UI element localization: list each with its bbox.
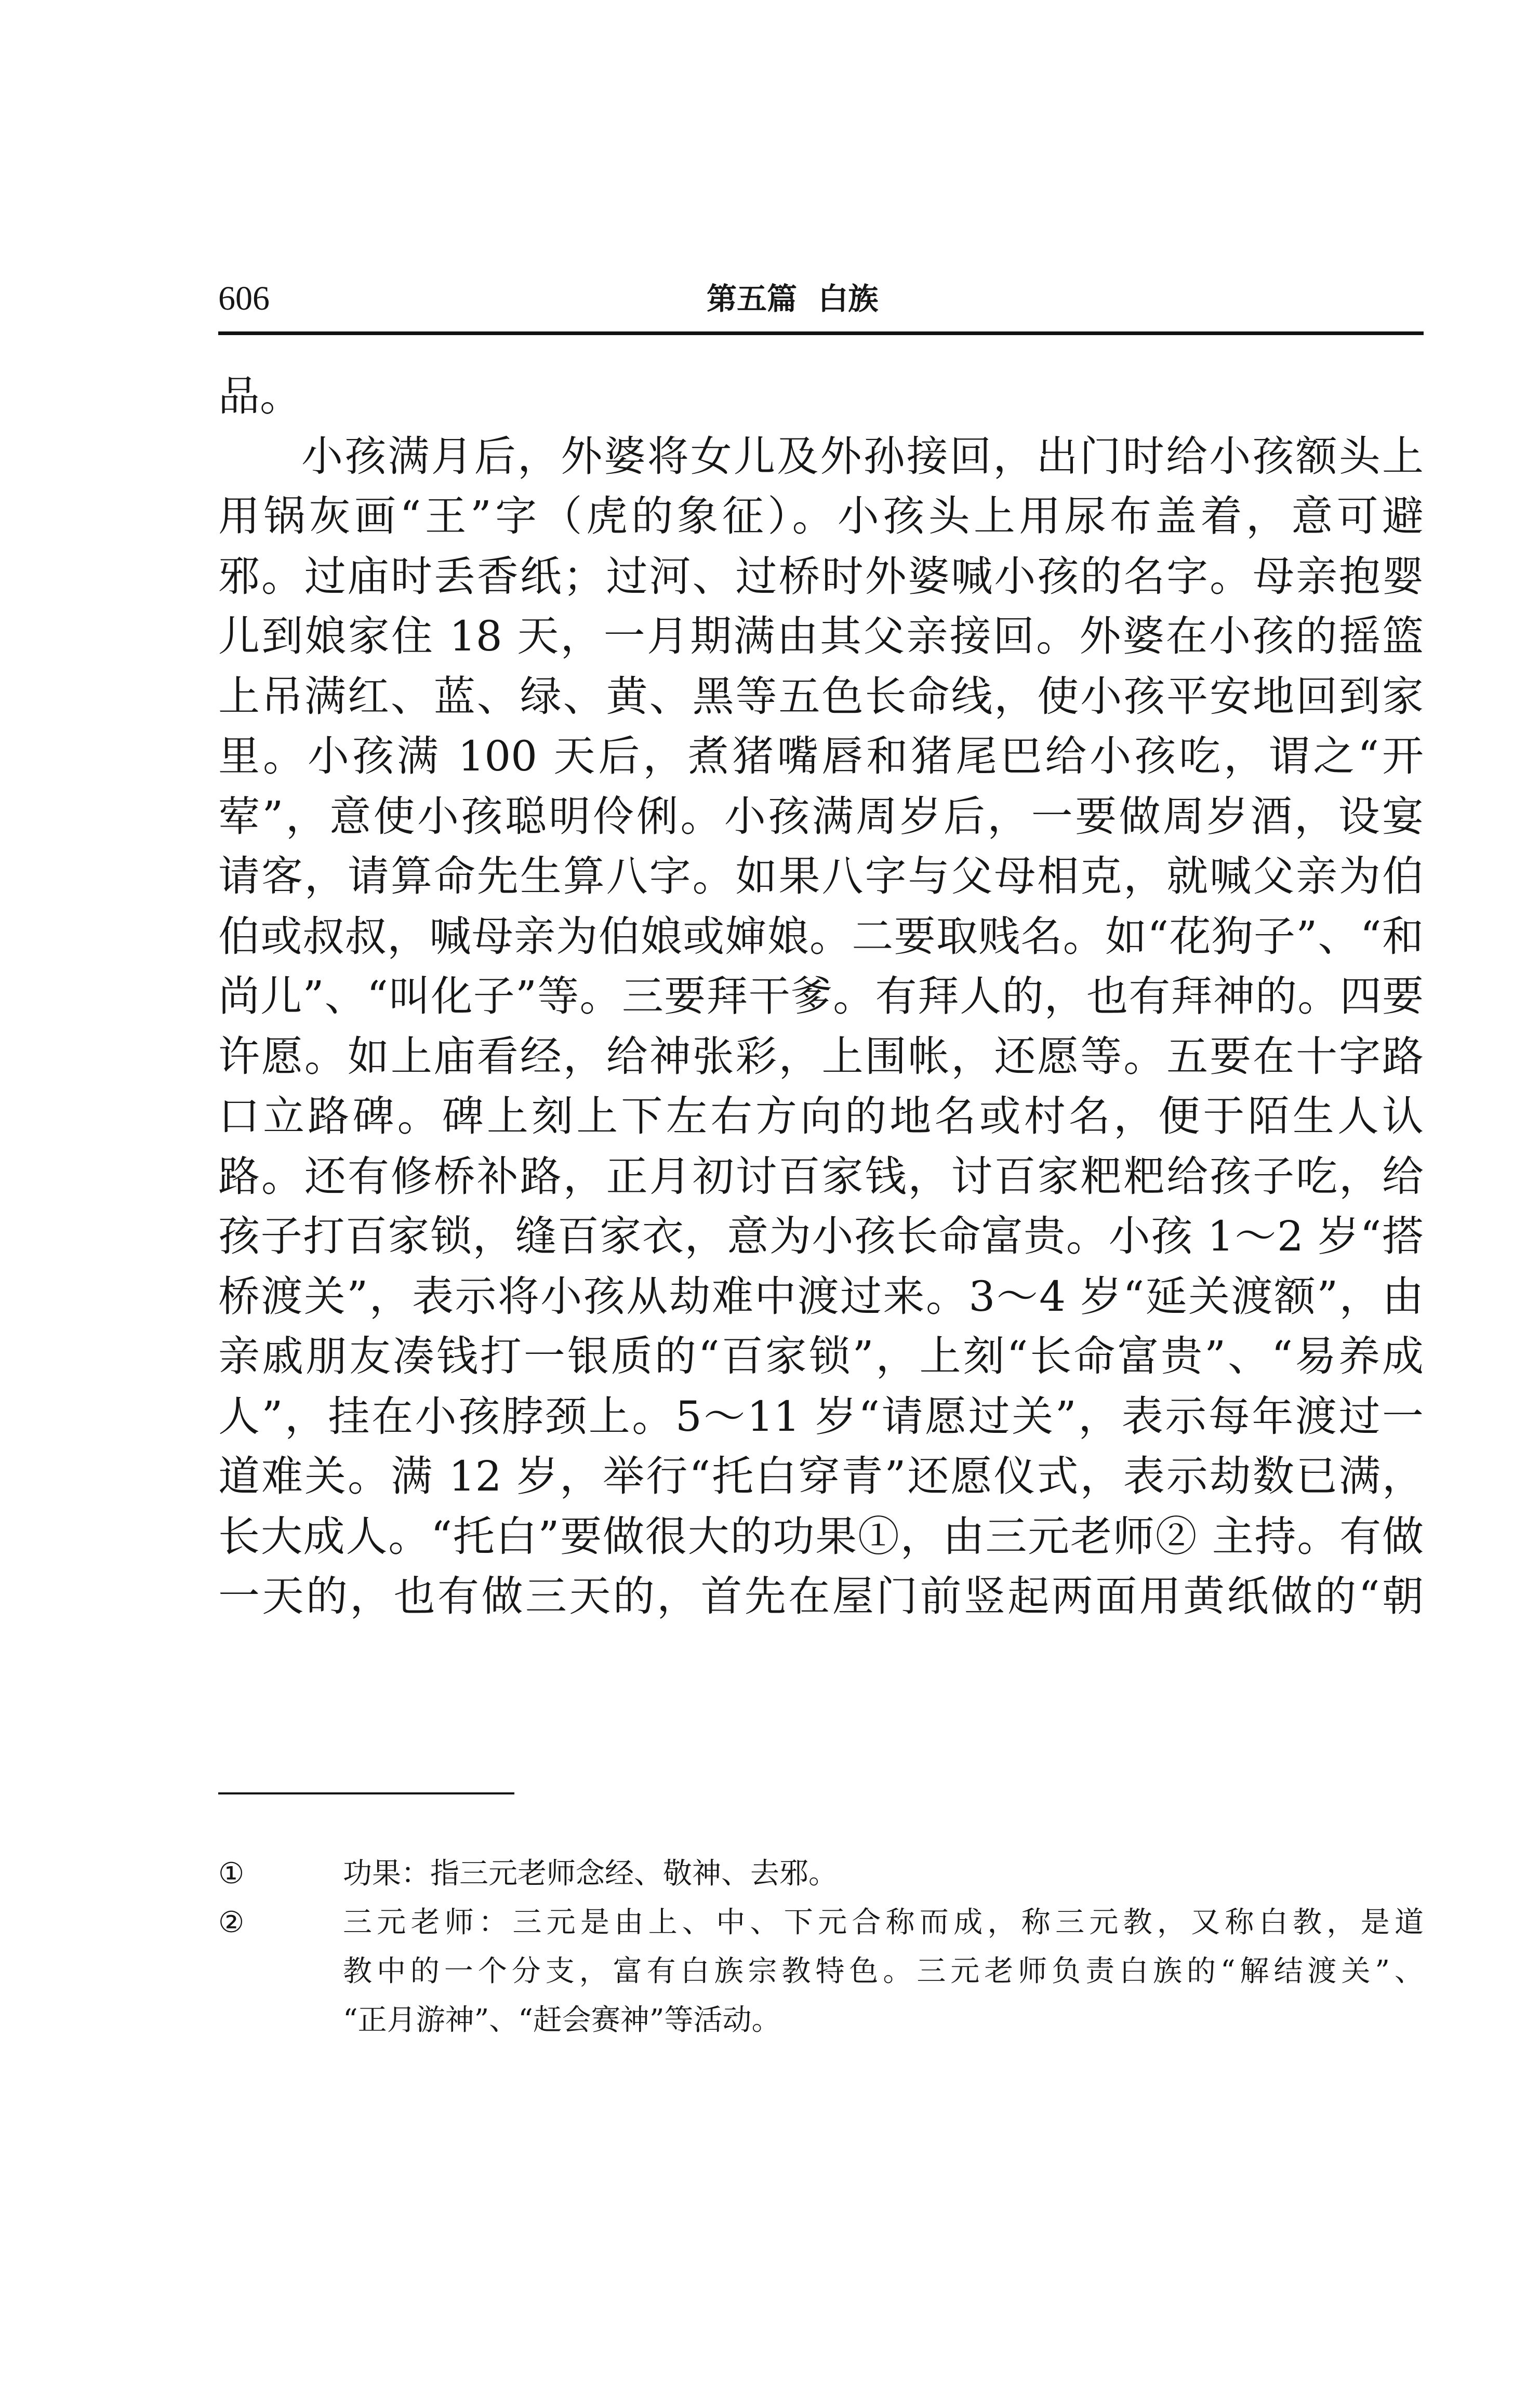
footnote-line: 三元老师：三元是由上、中、下元合称而成，称三元教，又称白教，是道 bbox=[343, 1906, 1424, 1939]
text-line: 小孩满月后，外婆将女儿及外孙接回，出门时给小孩额头上 bbox=[301, 432, 1424, 481]
text-line: 桥渡关”，表示将小孩从劫难中渡过来。3～4 岁“延关渡额”，由 bbox=[218, 1272, 1424, 1321]
text-line: 亲戚朋友凑钱打一银质的“百家锁”，上刻“长命富贵”、“易养成 bbox=[218, 1332, 1424, 1380]
text-line: 人”，挂在小孩脖颈上。5～11 岁“请愿过关”，表示每年渡过一 bbox=[218, 1392, 1424, 1441]
text-line: 用锅灰画“王”字（虎的象征）。小孩头上用尿布盖着，意可避 bbox=[218, 492, 1424, 540]
text-line: 邪。过庙时丢香纸；过河、过桥时外婆喊小孩的名字。母亲抱婴 bbox=[218, 552, 1424, 601]
footnotes bbox=[218, 1850, 1424, 2045]
text-line: 路。还有修桥补路，正月初讨百家钱，讨百家粑粑给孩子吃，给 bbox=[218, 1152, 1424, 1201]
running-head: 第五篇 白族 bbox=[707, 281, 879, 316]
text-line: 道难关。满 12 岁，举行“托白穿青”还愿仪式，表示劫数已满， bbox=[218, 1452, 1424, 1500]
footnote-line: 教中的一个分支，富有白族宗教特色。三元老师负责白族的“解结渡关”、 bbox=[343, 1954, 1424, 1988]
text-line: 许愿。如上庙看经，给神张彩，上围帐，还愿等。五要在十字路 bbox=[218, 1032, 1424, 1081]
footnote-2 bbox=[218, 1898, 1424, 2045]
text-line: 上吊满红、蓝、绿、黄、黑等五色长命线，使小孩平安地回到家 bbox=[218, 672, 1424, 721]
text-line: 长大成人。“托白”要做很大的功果①，由三元老师② 主持。有做 bbox=[218, 1512, 1424, 1561]
page-number: 606 bbox=[218, 280, 270, 317]
footnote-mark: ② bbox=[218, 1906, 245, 1939]
text-line: 儿到娘家住 18 天，一月期满由其父亲接回。外婆在小孩的摇篮 bbox=[218, 612, 1424, 660]
text-line: 尚儿”、“叫化子”等。三要拜干爹。有拜人的，也有拜神的。四要 bbox=[218, 972, 1424, 1020]
text-line: 孩子打百家锁，缝百家衣，意为小孩长命富贵。小孩 1～2 岁“搭 bbox=[218, 1212, 1424, 1260]
text-line: 请客，请算命先生算八字。如果八字与父母相克，就喊父亲为伯 bbox=[218, 852, 1424, 900]
footnote-1 bbox=[218, 1850, 1424, 1898]
footnote-line: “正月游神”、“赶会赛神”等活动。 bbox=[343, 2003, 781, 2037]
footnote-mark: ① bbox=[218, 1857, 245, 1891]
footnote-line: 功果：指三元老师念经、敬神、去邪。 bbox=[343, 1857, 838, 1891]
page-header bbox=[218, 275, 1424, 322]
text-line: 一天的，也有做三天的，首先在屋门前竖起两面用黄纸做的“朝 bbox=[218, 1572, 1424, 1620]
header-rule bbox=[218, 331, 1424, 335]
footnote-rule bbox=[218, 1792, 514, 1794]
text-line: 伯或叔叔，喊母亲为伯娘或婶娘。二要取贱名。如“花狗子”、“和 bbox=[218, 912, 1424, 961]
text-line: 里。小孩满 100 天后，煮猪嘴唇和猪尾巴给小孩吃，谓之“开 bbox=[218, 732, 1424, 780]
text-line: 口立路碑。碑上刻上下左右方向的地名或村名，便于陌生人认 bbox=[218, 1092, 1424, 1140]
text-line: 品。 bbox=[218, 372, 301, 420]
text-line: 荤”，意使小孩聪明伶俐。小孩满周岁后，一要做周岁酒，设宴 bbox=[218, 792, 1424, 841]
body-text bbox=[218, 366, 1424, 1627]
